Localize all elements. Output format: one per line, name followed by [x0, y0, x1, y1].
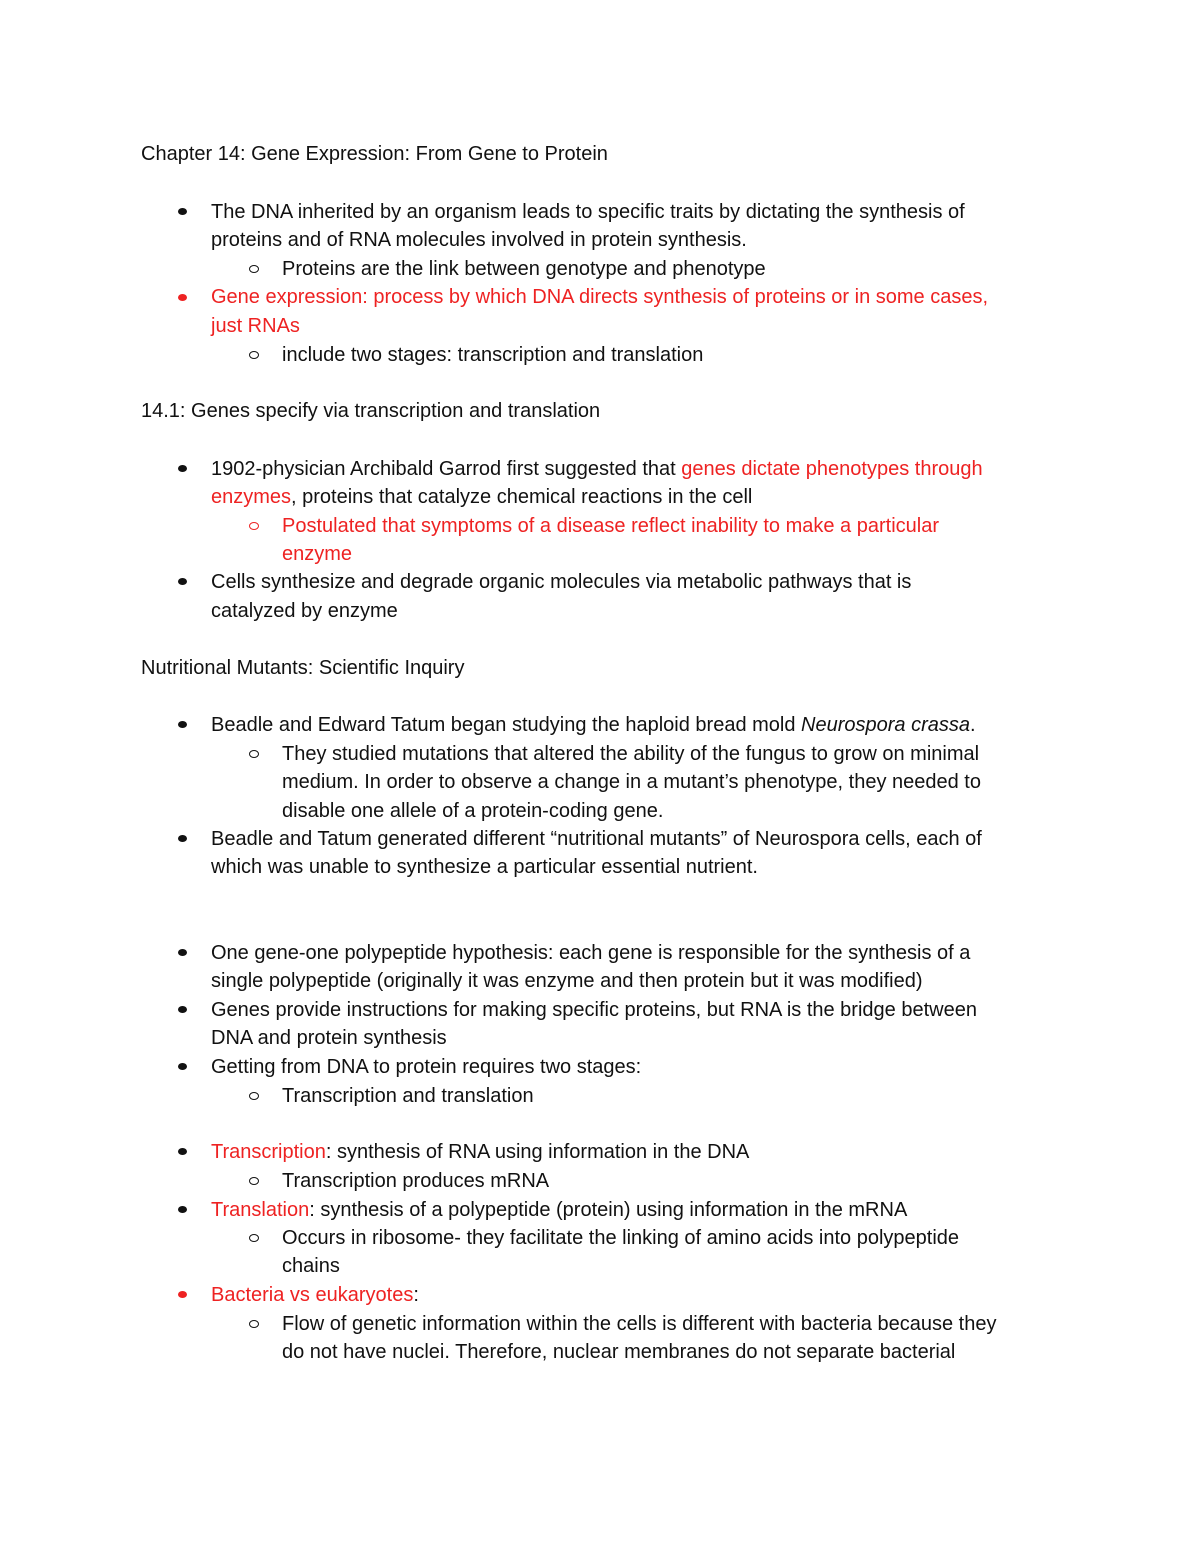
bullet-icon: [178, 208, 187, 215]
body-line: Bacteria vs eukaryotes:: [211, 1284, 419, 1306]
body-line: chains: [282, 1255, 340, 1277]
sub-bullet-icon: [249, 351, 259, 359]
body-line: Transcription: synthesis of RNA using information in the DNA: [211, 1141, 750, 1163]
bullet-icon: [178, 578, 187, 585]
sub-bullet-icon: [249, 1177, 259, 1185]
body-line: Occurs in ribosome- they facilitate the linking of amino acids into polypeptide: [282, 1227, 960, 1249]
sub-bullet-icon: [249, 1234, 259, 1242]
body-line: Transcription and translation: [282, 1085, 534, 1107]
body-line: One gene-one polypeptide hypothesis: each gene is responsible for the synthesis of a: [211, 942, 971, 964]
body-line: enzymes, proteins that catalyze chemical reactions in the cell: [211, 486, 753, 508]
sub-bullet-icon: [249, 265, 259, 273]
body-line: Cells synthesize and degrade organic molecules via metabolic pathways that is: [211, 571, 912, 593]
bullet-icon: [178, 1063, 187, 1070]
body-line: DNA and protein synthesis: [211, 1027, 447, 1049]
bullet-icon: [178, 721, 187, 728]
body-line: Proteins are the link between genotype and phenotype: [282, 258, 766, 280]
body-line: Genes provide instructions for making specific proteins, but RNA is the bridge between: [211, 999, 977, 1021]
chapter-title: Chapter 14: Gene Expression: From Gene to Protein: [141, 143, 608, 165]
section-heading: Nutritional Mutants: Scientific Inquiry: [141, 657, 465, 679]
body-line: Beadle and Tatum generated different “nutritional mutants” of Neurospora cells, each of: [211, 828, 982, 850]
sub-bullet-icon: [249, 522, 259, 530]
bullet-icon: [178, 1206, 187, 1213]
highlight-line: Gene expression: process by which DNA directs synthesis of proteins or in some cases,: [211, 286, 989, 308]
bullet-icon: [178, 465, 187, 472]
body-line: do not have nuclei. Therefore, nuclear membranes do not separate bacterial: [282, 1341, 956, 1363]
bullet-icon: [178, 835, 187, 842]
body-line: catalyzed by enzyme: [211, 600, 398, 622]
highlight-line: enzyme: [282, 543, 353, 565]
body-line: single polypeptide (originally it was enzyme and then protein but it was modified): [211, 970, 923, 992]
body-line: Beadle and Edward Tatum began studying the haploid bread mold Neurospora crassa.: [211, 714, 976, 736]
body-line: Getting from DNA to protein requires two stages:: [211, 1056, 642, 1078]
body-line: Flow of genetic information within the cells is different with bacteria because they: [282, 1313, 997, 1335]
sub-bullet-icon: [249, 1320, 259, 1328]
sub-bullet-icon: [249, 1092, 259, 1100]
bullet-icon: [178, 1291, 187, 1298]
body-line: The DNA inherited by an organism leads to specific traits by dictating the synthesis of: [211, 201, 965, 223]
body-line: They studied mutations that altered the ability of the fungus to grow on minimal: [282, 743, 980, 765]
highlight-line: just RNAs: [211, 315, 300, 337]
bullet-icon: [178, 1006, 187, 1013]
body-line: medium. In order to observe a change in a mutant’s phenotype, they needed to: [282, 771, 981, 793]
body-line: disable one allele of a protein-coding gene.: [282, 800, 664, 822]
body-line: include two stages: transcription and translation: [282, 344, 704, 366]
body-line: Transcription produces mRNA: [282, 1170, 550, 1192]
sub-bullet-icon: [249, 750, 259, 758]
body-line: Translation: synthesis of a polypeptide (protein) using information in the mRNA: [211, 1199, 908, 1221]
bullet-icon: [178, 949, 187, 956]
section-heading: 14.1: Genes specify via transcription and translation: [141, 400, 601, 422]
body-line: proteins and of RNA molecules involved in protein synthesis.: [211, 229, 747, 251]
highlight-line: Postulated that symptoms of a disease reflect inability to make a particular: [282, 515, 939, 537]
bullet-icon: [178, 294, 187, 301]
bullet-icon: [178, 1148, 187, 1155]
body-line: 1902-physician Archibald Garrod first suggested that genes dictate phenotypes through: [211, 458, 983, 480]
body-line: which was unable to synthesize a particular essential nutrient.: [211, 856, 758, 878]
